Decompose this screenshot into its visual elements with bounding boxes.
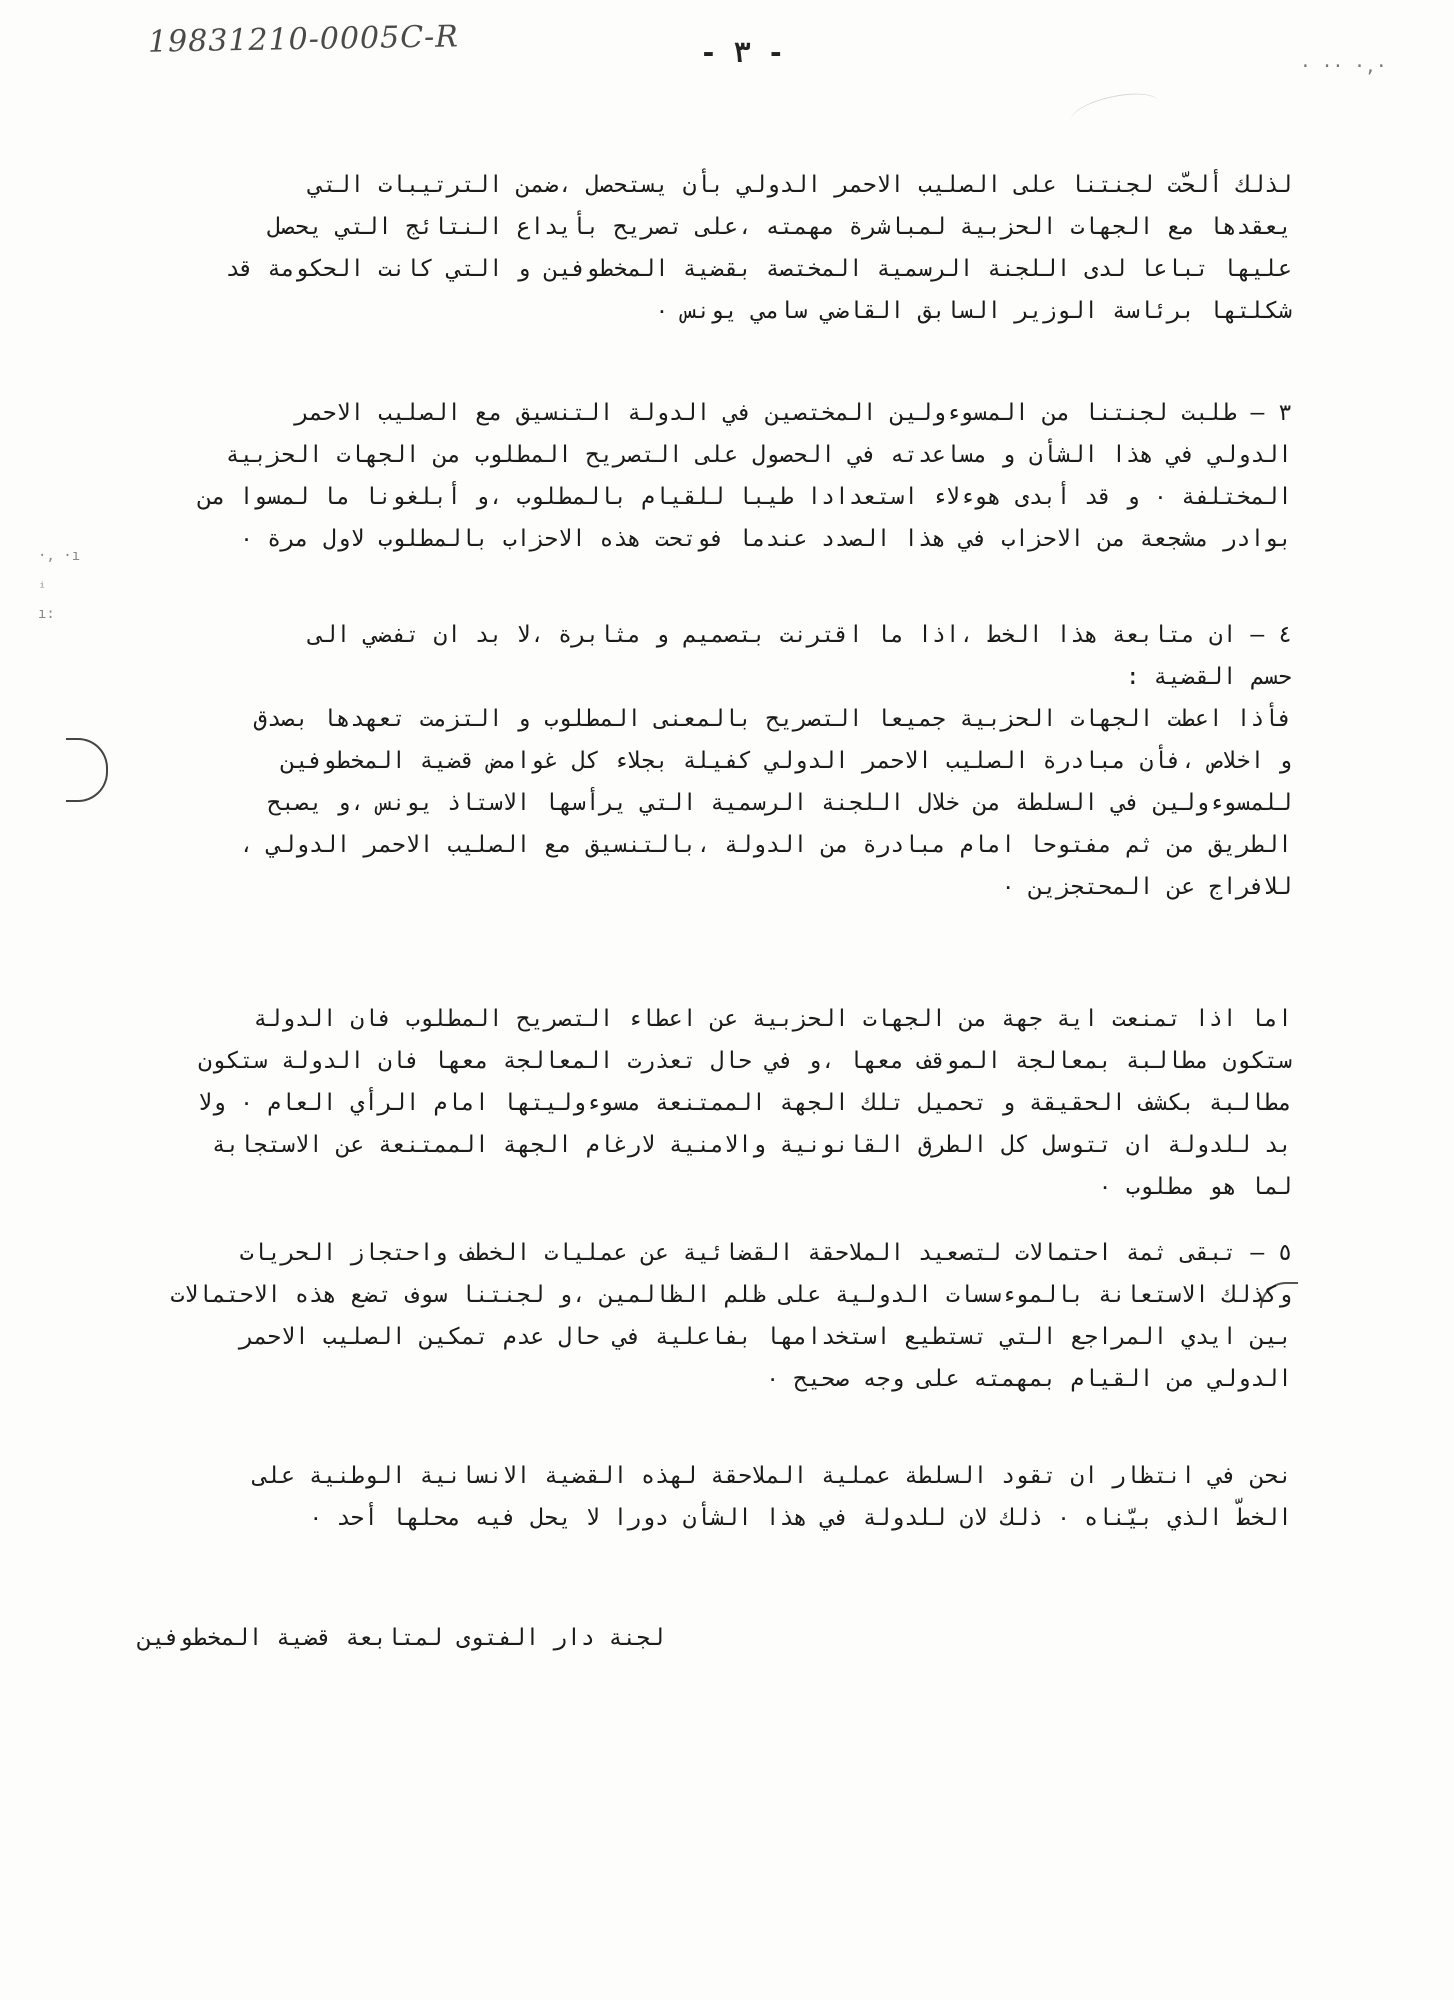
text-line: للافراج عن المحتجزين ٠ bbox=[1001, 874, 1292, 900]
left-margin-mark: ·, ·ı bbox=[38, 548, 81, 564]
paragraph-if-parties-refuse bbox=[132, 998, 1292, 1208]
text-line: الدولي في هذا الشأن و مساعدته في الحصول على التصريح المطلوب من الجهات الحزبية bbox=[225, 442, 1292, 468]
text-line: لذلك ألحّت لجنتنا على الصليب الاحمر الدولي بأن يستحصل ،ضمن الترتيبات التي bbox=[308, 172, 1292, 198]
text-line: الطريق من ثم مفتوحا امام مبادرة من الدولة ،بالتنسيق مع الصليب الاحمر الدولي ، bbox=[239, 832, 1292, 858]
text-line: ٣ – طلبت لجنتنا من المسوءولين المختصين في الدولة التنسيق مع الصليب الاحمر bbox=[294, 400, 1292, 426]
text-line: نحن في انتظار ان تقود السلطة عملية الملاحقة لهذه القضية الانسانية الوطنية على bbox=[253, 1463, 1292, 1489]
text-line: ٥ – تبقى ثمة احتمالات لتصعيد الملاحقة القضائية عن عمليات الخطف واحتجاز الحريات bbox=[239, 1240, 1292, 1266]
text-line: المختلفة ٠ و قد أبدى هوءلاء استعدادا طيبا للقيام بالمطلوب ،و أبلغونا ما لمسوا من bbox=[198, 484, 1292, 510]
text-line: حسم القضية : bbox=[1125, 664, 1292, 690]
paragraph-closing bbox=[132, 1455, 1292, 1539]
text-line: بوادر مشجعة من الاحزاب في هذا الصدد عندما فوتحت هذه الاحزاب بالمطلوب لاول مرة ٠ bbox=[239, 526, 1292, 552]
left-margin-mark: ı: bbox=[38, 606, 55, 622]
text-line: وكذلك الاستعانة بالموءسسات الدولية على ظلم الظالمين ،و لجنتنا سوف تضع هذه الاحتمالات bbox=[170, 1282, 1292, 1308]
text-line: بين ايدي المراجع التي تستطيع استخدامها بفاعلية في حال عدم تمكين الصليب الاحمر bbox=[239, 1324, 1292, 1350]
paragraph-item-3 bbox=[132, 392, 1292, 560]
paragraph-item-5 bbox=[132, 1232, 1292, 1400]
text-line: و اخلاص ،فأن مبادرة الصليب الاحمر الدولي كفيلة بجلاء كل غوامض قضية المخطوفين bbox=[281, 748, 1292, 774]
top-right-smudge: · ·· ·,· bbox=[1300, 56, 1387, 77]
text-line: للمسوءولين في السلطة من خلال اللجنة الرسمية التي يرأسها الاستاذ يونس ،و يصبح bbox=[267, 790, 1292, 816]
text-line: مطالبة بكشف الحقيقة و تحميل تلك الجهة الممتنعة مسوءوليتها امام الرأي العام ٠ ولا bbox=[198, 1090, 1292, 1116]
text-line: شكلتها برئاسة الوزير السابق القاضي سامي يونس ٠ bbox=[655, 298, 1292, 324]
text-line: عليها تباعا لدى اللجنة الرسمية المختصة بقضية المخطوفين و التي كانت الحكومة قد bbox=[225, 256, 1292, 282]
text-line: الخطّ الذي بيّناه ٠ ذلك لان للدولة في هذا الشأن دورا لا يحل فيه محلها أحد ٠ bbox=[308, 1505, 1292, 1531]
text-line: لما هو مطلوب ٠ bbox=[1098, 1174, 1292, 1200]
punch-hole-mark bbox=[66, 738, 108, 802]
text-line: يعقدها مع الجهات الحزبية لمباشرة مهمته ،على تصريح بأيداع النتائج التي يحصل bbox=[267, 214, 1292, 240]
paragraph-intro bbox=[132, 164, 1292, 332]
page-number: - ٣ - bbox=[700, 36, 785, 69]
text-line: ستكون مطالبة بمعالجة الموقف معها ،و في حال تعذرت المعالجة معها فان الدولة ستكون bbox=[198, 1048, 1292, 1074]
paragraph-item-4 bbox=[132, 614, 1292, 698]
faint-pencil-mark bbox=[1068, 87, 1162, 136]
text-line: ٤ – ان متابعة هذا الخط ،اذا ما اقترنت بتصميم و مثابرة ،لا بد ان تفضي الى bbox=[308, 622, 1292, 648]
text-line: فأذا اعطت الجهات الحزبية جميعا التصريح بالمعنى المطلوب و التزمت تعهدها بصدق bbox=[253, 706, 1292, 732]
signature-committee-name: لجنة دار الفتوى لمتابعة قضية المخطوفين bbox=[137, 1625, 664, 1651]
text-line: اما اذا تمنعت اية جهة من الجهات الحزبية عن اعطاء التصريح المطلوب فان الدولة bbox=[253, 1006, 1292, 1032]
paragraph-if-parties-consent bbox=[132, 698, 1292, 908]
text-line: الدولي من القيام بمهمته على وجه صحيح ٠ bbox=[765, 1366, 1292, 1392]
archive-reference-number: 19831210-0005C-R bbox=[147, 19, 460, 60]
left-margin-mark: ⁱ bbox=[38, 580, 47, 596]
text-line: بد للدولة ان تتوسل كل الطرق القانونية والامنية لارغام الجهة الممتنعة عن الاستجابة bbox=[211, 1132, 1292, 1158]
